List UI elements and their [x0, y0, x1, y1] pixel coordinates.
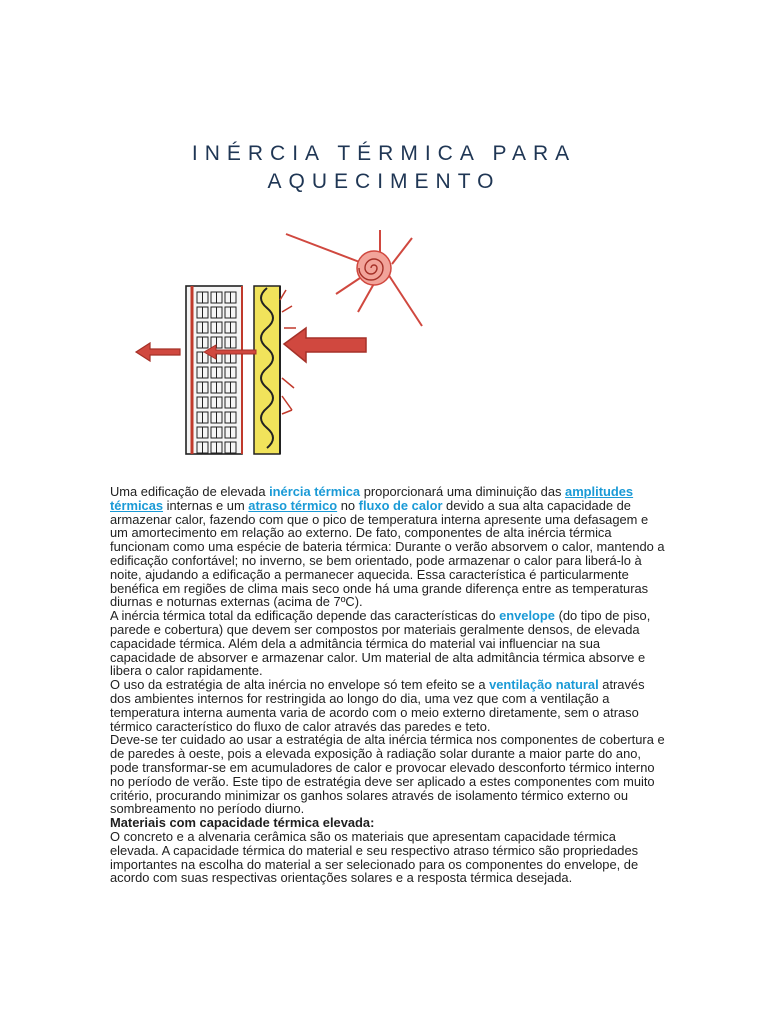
- wall-thermal-inertia-illustration: [130, 228, 430, 468]
- heat-flow-in-arrow-icon: [284, 328, 366, 362]
- text-run: O uso da estratégia de alta inércia no envelope só tem efeito se a: [110, 677, 490, 693]
- text-run: A inércia térmica total da edificação depende das características do: [110, 608, 500, 624]
- insulation-layer-icon: [254, 286, 280, 454]
- link-fluxo-de-calor[interactable]: fluxo de calor: [358, 497, 443, 513]
- paragraph-5: O concreto e a alvenaria cerâmica são os materiais que apresentam capacidade térmica elevada. A capacidade térmica do material e seu respectivo atraso térmico são propriedades importantes na escolha do material a ser selecionado para os componentes do envelope, de acordo com suas respectivas orientações solares e a resposta térmica desejada.: [110, 828, 639, 886]
- sun-icon: [286, 230, 422, 326]
- link-inercia-termica[interactable]: inércia térmica: [269, 484, 361, 499]
- section-heading: Materiais com capacidade térmica elevada:: [110, 815, 375, 831]
- text-run: Uma edificação de elevada: [110, 484, 270, 499]
- link-envelope[interactable]: envelope: [499, 608, 559, 624]
- paragraph-3: [110, 678, 666, 733]
- text-run: através dos ambientes internos for restringida ao longo do dia, uma vez que com a ventilação a temperatura interna aumenta varia de acordo com o meio externo diretamente, sem o atraso térmico característico do fluxo de calor através das paredes e teto.: [110, 677, 645, 734]
- link-ventilacao-natural[interactable]: ventilação natural: [489, 677, 599, 693]
- heat-flow-out-arrow-icon: [136, 343, 180, 361]
- text-run: proporcionará uma diminuição das: [360, 484, 566, 499]
- paragraph-1: [110, 485, 666, 609]
- link-atraso-termico[interactable]: atraso térmico: [248, 497, 338, 513]
- text-run: (do tipo de piso, parede e cobertura) que devem ser compostos por materiais geralmente densos, de elevada capacidade térmica. Além dela a admitância térmica do material vai influenciar na sua capacidade de absorver e armazenar calor. Um material de alta admitância térmica absorve e libera o calor rapidamente.: [110, 608, 651, 679]
- page-title-line-1: INÉRCIA TÉRMICA PARA: [191, 142, 577, 165]
- text-run: internas e um: [163, 497, 249, 513]
- text-run: devido a sua alta capacidade de armazenar calor, fazendo com que o pico de temperatura interna apresente uma defasagem e um amortecimento em relação ao externo. De fato, componentes de alta inércia térmica funcionam como uma espécie de bateria térmica: Durante o verão absorvem o calor, mantendo a edificação confortável; no inverno, se bem orientado, pode armazenar o calor para liberá-lo à noite, ajudando a edificação a permanecer aquecida. Essa característica é particularmente benéfica em regiões de clima mais seco onde há uma grande diferença entre as temperaturas diurnas e noturnas externas (acima de 7ºC).: [110, 497, 665, 610]
- text-run: no: [337, 497, 359, 513]
- link-amplitudes-termicas[interactable]: amplitudes térmicas: [110, 484, 634, 513]
- brick-wall-icon: [186, 286, 242, 454]
- paragraph-4: Deve-se ter cuidado ao usar a estratégia de alta inércia térmica nos componentes de cobertura e de paredes à oeste, pois a elevada exposição à radiação solar durante a maior parte do ano, pode transformar-se em acumuladores de calor e provocar elevado desconforto térmico interno no período de verão. Este tipo de estratégia deve ser aplicado a estes componentes com muito critério, procurando minimizar os ganhos solares através de isolamento térmico externo ou sombreamento no período diurno.: [110, 732, 665, 817]
- page-title: [0, 140, 768, 196]
- page-title-line-2: AQUECIMENTO: [267, 170, 501, 193]
- article-body: [110, 485, 666, 885]
- paragraph-2: [110, 609, 666, 678]
